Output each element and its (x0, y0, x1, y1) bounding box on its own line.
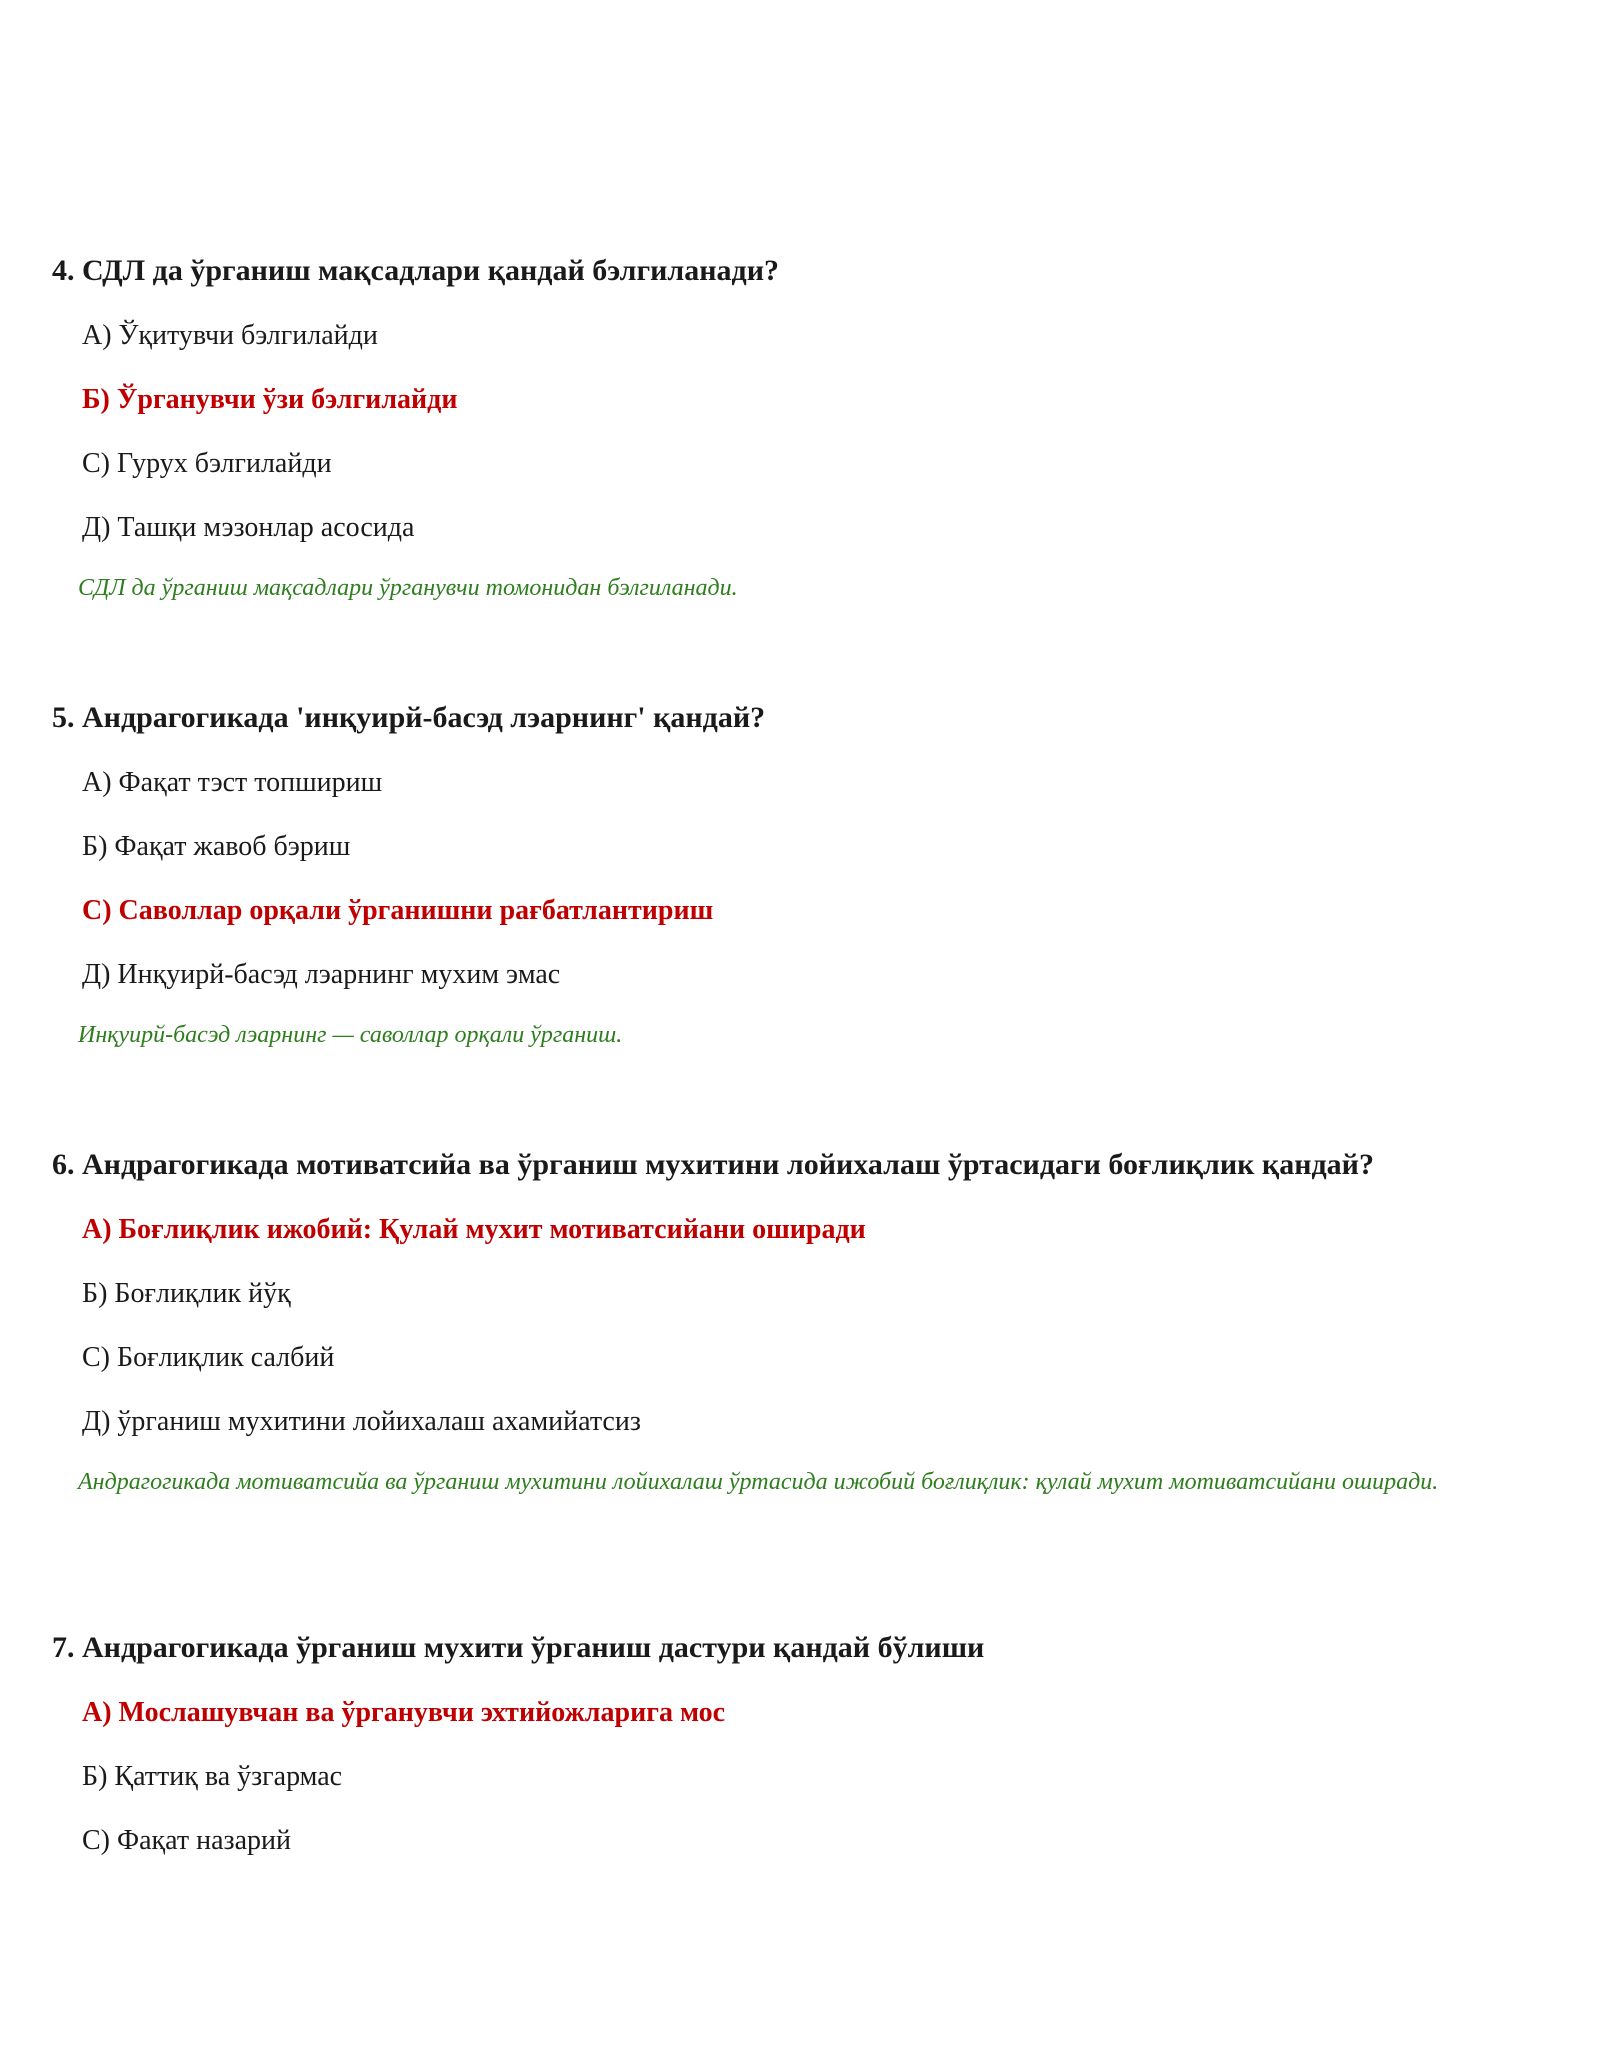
option-a-correct: А) Боғлиқлик ижобий: Қулай мухит мотиватсийани оширади (82, 1214, 866, 1245)
question-title: 5. Андрагогикада 'инқуирй-басэд лэарнинг' қандай? (52, 701, 766, 734)
option-b: Б) Фақат жавоб бэриш (82, 831, 351, 862)
question-title: 4. СДЛ да ўрганиш мақсадлари қандай бэлгиланади? (52, 254, 779, 287)
explanation: Инқуирй-басэд лэарнинг — саволлар орқали ўрганиш. (78, 1022, 623, 1048)
question-5 (52, 700, 1472, 1077)
question-title: 7. Андрагогикада ўрганиш мухити ўрганиш дастури қандай бўлиши (52, 1631, 985, 1664)
option-b: Б) Қаттиқ ва ўзгармас (82, 1761, 343, 1792)
option-b-correct: Б) Ўрганувчи ўзи бэлгилайди (82, 384, 458, 415)
question-7 (52, 1630, 1472, 1858)
option-c: С) Гурух бэлгилайди (82, 448, 332, 479)
options-list (52, 319, 1472, 545)
explanation: Андрагогикада мотиватсийа ва ўрганиш мухитини лойихалаш ўртасида ижобий боғлиқлик: қулай мухит мотиватсийани оширади. (78, 1469, 1439, 1495)
options-list (52, 1213, 1472, 1439)
option-c-correct: С) Саволлар орқали ўрганишни рағбатлантириш (82, 895, 714, 926)
explanation: СДЛ да ўрганиш мақсадлари ўрганувчи томонидан бэлгиланади. (78, 575, 738, 601)
option-d: Д) ўрганиш мухитини лойихалаш ахамийатсиз (82, 1406, 641, 1437)
question-6 (52, 1147, 1472, 1524)
question-title: 6. Андрагогикада мотиватсийа ва ўрганиш мухитини лойихалаш ўртасидаги боғлиқлик қандай? (52, 1148, 1374, 1181)
options-list (52, 766, 1472, 992)
option-a: А) Ўқитувчи бэлгилайди (82, 320, 378, 351)
question-4 (52, 253, 1472, 630)
option-d: Д) Ташқи мэзонлар асосида (82, 512, 415, 543)
option-d: Д) Инқуирй-басэд лэарнинг мухим эмас (82, 959, 561, 990)
option-b: Б) Боғлиқлик йўқ (82, 1278, 291, 1309)
option-c: С) Фақат назарий (82, 1825, 291, 1856)
option-c: С) Боғлиқлик салбий (82, 1342, 335, 1373)
option-a-correct: А) Мослашувчан ва ўрганувчи эхтийожларига мос (82, 1697, 726, 1728)
option-a: А) Фақат тэст топшириш (82, 767, 383, 798)
options-list (52, 1696, 1472, 1858)
